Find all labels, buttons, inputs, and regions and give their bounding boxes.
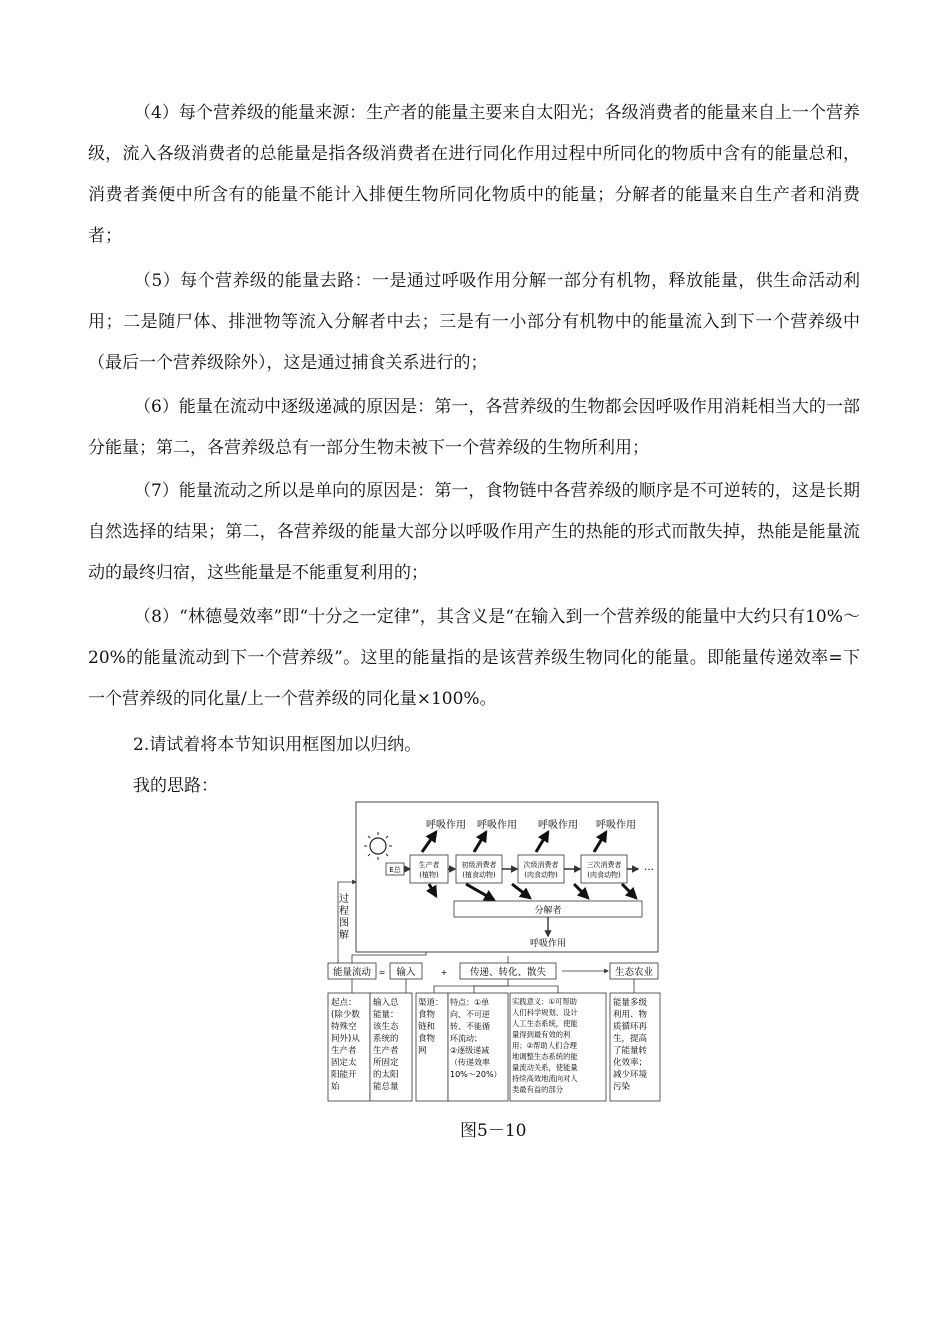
detail-channel-text: 渠道： 食物 链和 食物 网 — [418, 998, 444, 1056]
respiration-label: 呼吸作用 — [538, 820, 578, 831]
process-label-char: 程 — [339, 906, 349, 917]
paragraph-5 — [88, 261, 860, 384]
paragraph-text: （6）能量在流动中逐级递减的原因是：第一，各营养级的生物都会因呼吸作用消耗相当大的一部分能量；第二，各营养级总有一部分生物未被下一个营养级的生物所利用； — [88, 397, 860, 458]
chain-note: (植食动物) — [462, 871, 496, 879]
chain-name: 初级消费者 — [461, 861, 497, 869]
chain-note: (植物) — [419, 871, 439, 879]
decomposer-respiration-label: 呼吸作用 — [529, 939, 567, 949]
energy-flow-diagram — [326, 800, 662, 1105]
question-text: 2.请试着将本节知识用框图加以归纳。 — [133, 735, 422, 755]
decomposer-label: 分解者 — [534, 906, 562, 916]
transfer-label: 传递、转化、散失 — [469, 967, 547, 978]
detail-input-text: 输入总 能量： 该生态 系统的 生产者 所固定 的太阳 能总量 — [373, 998, 399, 1092]
process-diagram-label — [339, 892, 349, 941]
food-chain — [410, 855, 654, 883]
energy-flow-label: 能量流动 — [332, 967, 372, 978]
process-label-char: 过 — [339, 894, 349, 905]
chain-name: 三次消费者 — [586, 861, 622, 869]
chain-name: 生产者 — [418, 861, 440, 869]
equals-sign: = — [378, 968, 386, 977]
figure-caption: 图5－10 — [460, 1121, 527, 1141]
chain-note: (肉食动物) — [587, 871, 621, 879]
paragraph-8 — [88, 597, 860, 720]
detail-eco-agri-text: 能量多级 利用、物 质循环再 生，提高 了能量转 化效率； 减少环境 污染 — [613, 998, 648, 1092]
respiration-label: 呼吸作用 — [596, 820, 636, 831]
chain-note: (肉食动物) — [524, 871, 558, 879]
process-label-char: 解 — [339, 930, 349, 941]
sun-icon — [364, 832, 392, 860]
energy-total-label: E总 — [389, 866, 401, 874]
paragraph-7 — [88, 471, 860, 594]
paragraph-text: （5）每个营养级的能量去路：一是通过呼吸作用分解一部分有机物，释放能量，供生命活动利用；二是随尸体、排泄物等流入分解者中去；三是有一小部分有机物中的能量流入到下一个营养级中（最后一个营养级除外），这是通过捕食关系进行的； — [88, 271, 860, 373]
paragraph-text: （8）“林德曼效率”即“十分之一定律”，其含义是“在输入到一个营养级的能量中大约只有10%～20%的能量流动到下一个营养级”。这里的能量指的是该营养级生物同化的能量。即能量传递效率=下一个营养级的同化量/上一个营养级的同化量×100%。 — [88, 607, 860, 709]
respiration-label: 呼吸作用 — [426, 820, 466, 831]
my-thinking-label: 我的思路： — [133, 776, 218, 796]
respiration-label: 呼吸作用 — [477, 820, 517, 831]
input-label: 输入 — [396, 967, 416, 978]
detail-start-text: 起点： (除少数 特殊空 间外)从 生产者 固定太 阳能开 始 — [331, 998, 360, 1092]
detail-features-text: 特点：①单 向、不可逆 转、不能循 环流动； ②逐级递减 （传递效率 10%～20%） — [450, 998, 502, 1079]
chain-name: 次级消费者 — [523, 861, 559, 869]
paragraph-text: （7）能量流动之所以是单向的原因是：第一，食物链中各营养级的顺序是不可逆转的，这是长期自然选择的结果；第二，各营养级的能量大部分以呼吸作用产生的热能的形式而散失掉，热能是能量流动的最终归宿，这些能量是不能重复利用的； — [88, 481, 860, 583]
plus-sign: + — [440, 968, 448, 977]
paragraph-text: （4）每个营养级的能量来源：生产者的能量主要来自太阳光；各级消费者的能量来自上一个营养级，流入各级消费者的总能量是指各级消费者在进行同化作用过程中所同化的物质中含有的能量总和，消费者粪便中所含有的能量不能计入排便生物所同化物质中的能量；分解者的能量来自生产者和消费者； — [88, 103, 860, 246]
paragraph-6 — [88, 387, 860, 469]
chain-continuation: … — [644, 862, 654, 873]
eco-agriculture-label: 生态农业 — [614, 967, 654, 978]
process-label-char: 图 — [339, 918, 349, 929]
paragraph-4 — [88, 93, 860, 257]
detail-practice-text: 实践意义：①可帮助 人们科学规划、设计 人工生态系统，使能 量得到最有效的利 用；②帮助人们合理 地调整生态系统的能 量流动关系，使能量 持续高效地流向对人 类最有益的部分 — [512, 997, 578, 1094]
